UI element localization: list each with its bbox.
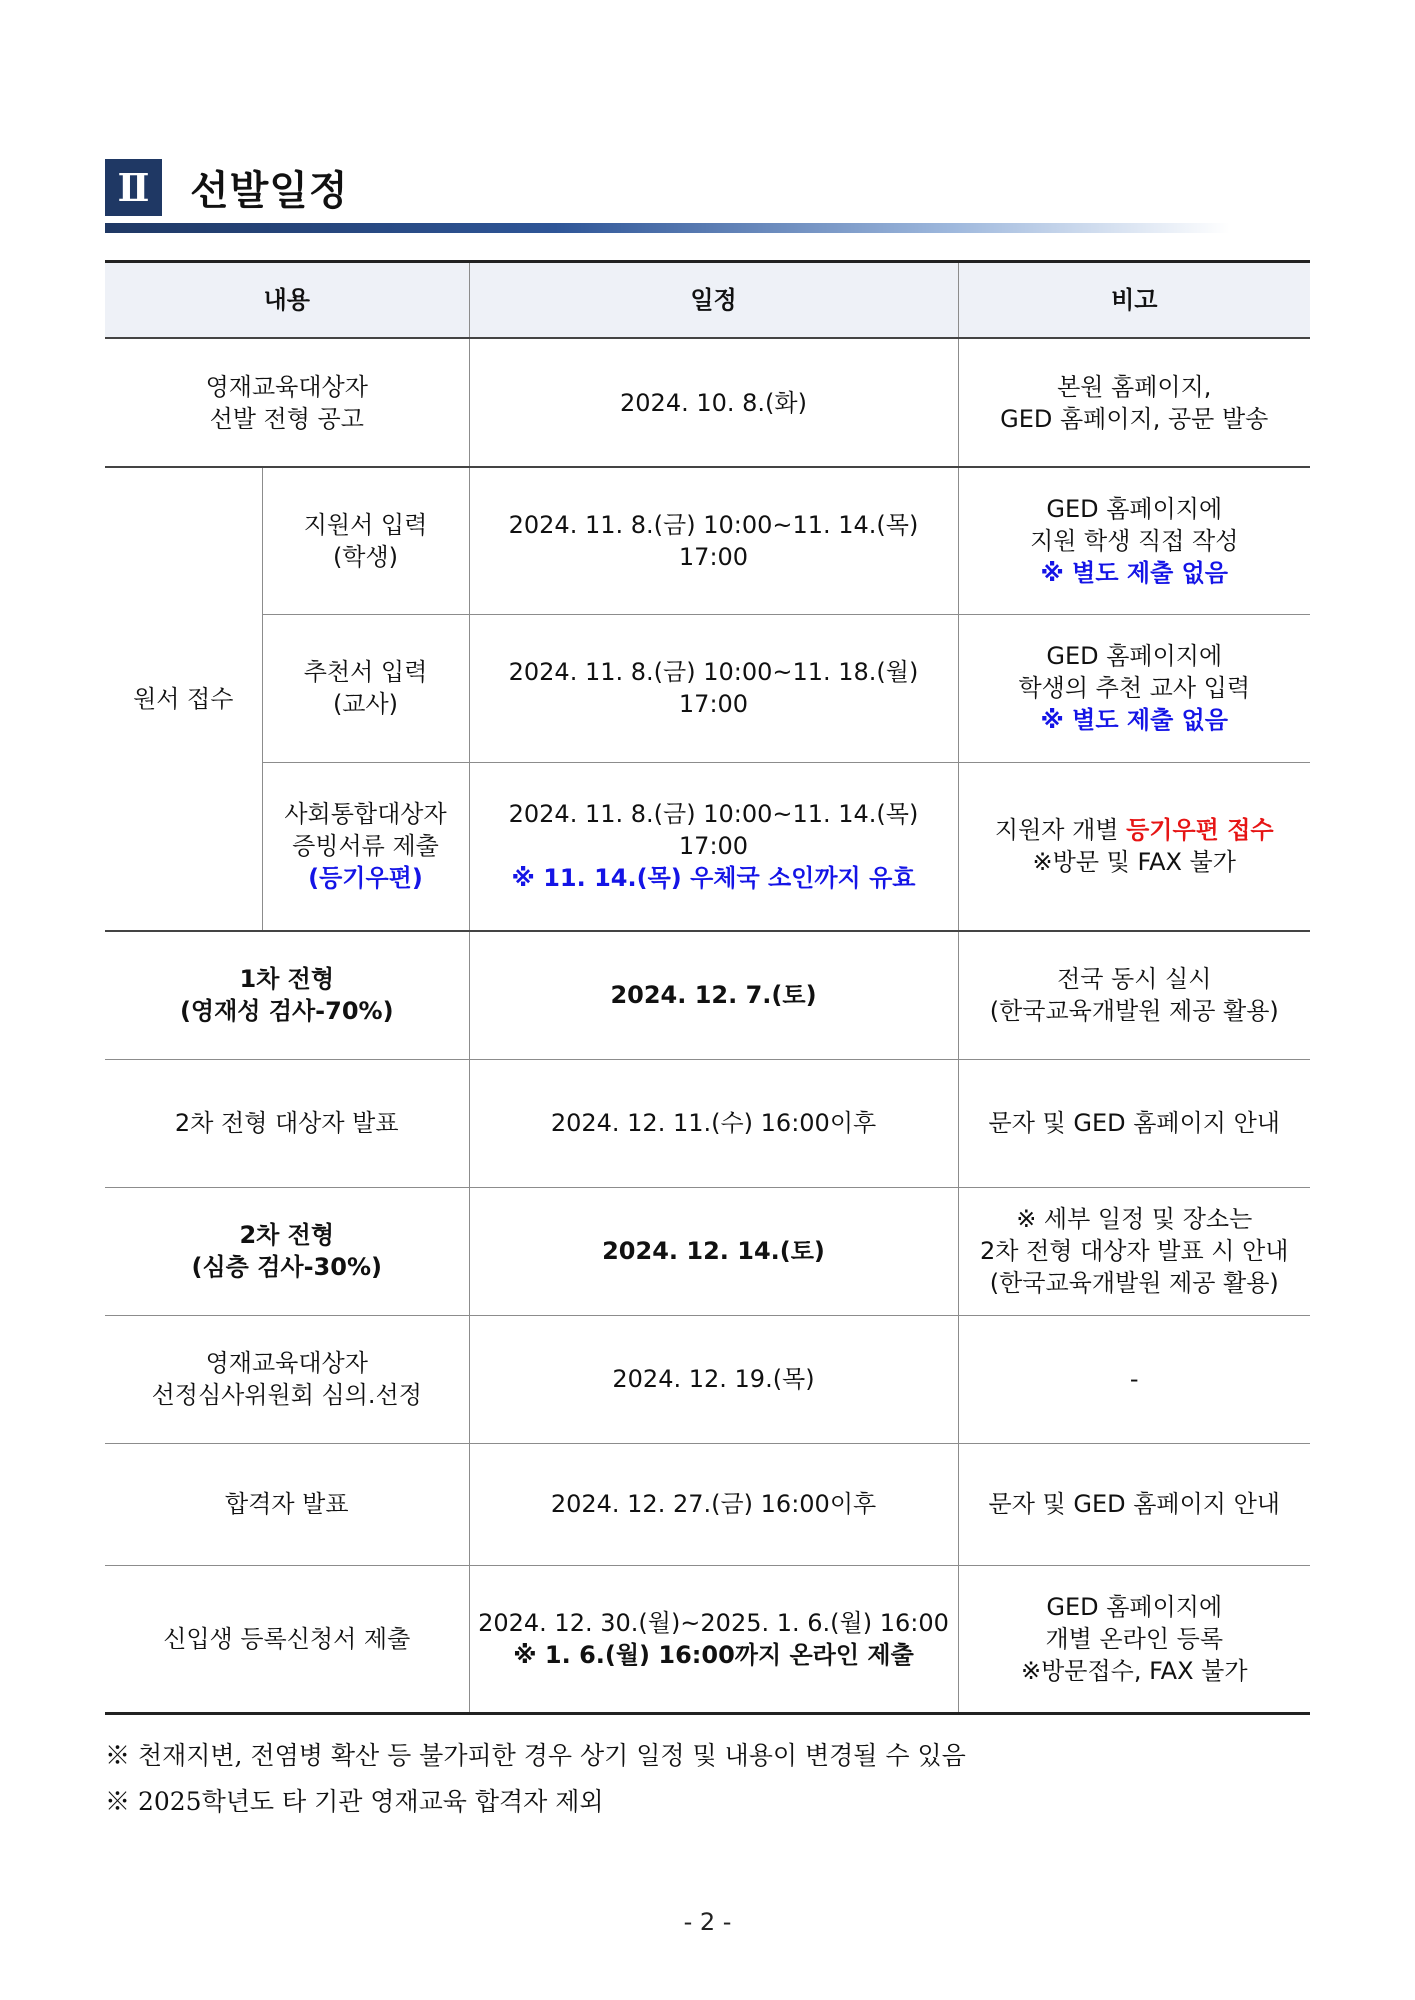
- content-line: 1차 전형: [239, 965, 335, 994]
- row-remarks: [958, 1187, 1310, 1315]
- schedule-line: 2024. 12. 30.(월)~2025. 1. 6.(월) 16:00: [478, 1608, 949, 1637]
- content-line: (심층 검사-30%): [191, 1253, 382, 1281]
- row-remarks: [958, 762, 1310, 931]
- row-schedule: 2024. 10. 8.(화): [469, 338, 958, 467]
- remarks-text: 지원자 개별: [994, 816, 1127, 845]
- row-schedule: 2024. 12. 7.(토): [469, 931, 958, 1059]
- content-line: 선정심사위원회 심의.선정: [151, 1381, 422, 1409]
- row-schedule: [469, 762, 958, 931]
- row-schedule: 2024. 11. 8.(금) 10:00~11. 14.(목) 17:00: [469, 467, 958, 614]
- row-remarks: [958, 1565, 1310, 1713]
- row-remarks: [958, 467, 1310, 614]
- section-title: 선발일정: [190, 167, 349, 214]
- content-line: (영재성 검사-70%): [179, 997, 394, 1026]
- header-schedule: 일정: [469, 262, 958, 339]
- row-schedule: 2024. 12. 14.(토): [469, 1187, 958, 1315]
- table-row: [105, 1565, 1310, 1713]
- row-content: [105, 338, 469, 467]
- row-schedule: 2024. 12. 11.(수) 16:00이후: [469, 1059, 958, 1187]
- remarks-emphasis: ※ 별도 제출 없음: [1040, 706, 1228, 734]
- heading-gradient-rule: [105, 223, 1230, 233]
- row-remarks: [958, 338, 1310, 467]
- row-schedule: [469, 1565, 958, 1713]
- content-line: (교사): [332, 690, 399, 718]
- remarks-line: 본원 홈페이지,: [1057, 372, 1212, 401]
- remarks-line: 지원 학생 직접 작성: [1030, 526, 1239, 555]
- content-line: 영재교육대상자: [205, 1349, 368, 1377]
- schedule-line: 2024. 11. 8.(금) 10:00~11. 14.(목) 17:00: [508, 800, 919, 861]
- row-remarks: 문자 및 GED 홈페이지 안내: [958, 1059, 1310, 1187]
- remarks-line: 전국 동시 실시: [1057, 965, 1212, 994]
- header-content: 내용: [105, 262, 469, 339]
- row-content: [105, 1315, 469, 1443]
- remarks-line: GED 홈페이지에: [1046, 1592, 1223, 1621]
- row-content: [262, 762, 469, 931]
- schedule-table: [105, 260, 1310, 1715]
- application-group-label: 원서 접수: [105, 467, 262, 931]
- content-line: (학생): [332, 542, 399, 571]
- table-row: [105, 762, 1310, 931]
- row-content: 신입생 등록신청서 제출: [105, 1565, 469, 1713]
- table-row: [105, 1187, 1310, 1315]
- page-number: - 2 -: [683, 1908, 732, 1936]
- remarks-line: ※ 세부 일정 및 장소는: [1016, 1205, 1253, 1233]
- section-heading: [105, 158, 349, 216]
- footnotes: [105, 1733, 966, 1825]
- content-line: 2차 전형: [239, 1221, 335, 1249]
- row-content: [105, 1187, 469, 1315]
- remarks-emphasis: ※ 별도 제출 없음: [1040, 558, 1228, 587]
- schedule-emphasis: ※ 1. 6.(월) 16:00까지 온라인 제출: [513, 1640, 914, 1669]
- row-remarks: [958, 614, 1310, 762]
- remarks-line: (한국교육개발원 제공 활용): [989, 997, 1279, 1026]
- remarks-line: ※방문접수, FAX 불가: [1020, 1656, 1248, 1685]
- row-remarks: -: [958, 1315, 1310, 1443]
- remarks-line: GED 홈페이지에: [1046, 494, 1223, 523]
- table-row: [105, 1059, 1310, 1187]
- section-number-badge: Ⅱ: [105, 159, 162, 216]
- row-remarks: 문자 및 GED 홈페이지 안내: [958, 1443, 1310, 1565]
- content-emphasis: (등기우편): [308, 864, 423, 893]
- row-content: 합격자 발표: [105, 1443, 469, 1565]
- remarks-line: (한국교육개발원 제공 활용): [989, 1269, 1279, 1297]
- remarks-line: 개별 온라인 등록: [1045, 1624, 1224, 1653]
- content-line: 지원서 입력: [303, 510, 428, 539]
- table-header-row: [105, 262, 1310, 339]
- header-remarks: 비고: [958, 262, 1310, 339]
- schedule-emphasis: ※ 11. 14.(목) 우체국 소인까지 유효: [511, 864, 916, 893]
- row-content: [262, 467, 469, 614]
- content-line: 증빙서류 제출: [292, 832, 439, 861]
- table-row: [105, 614, 1310, 762]
- row-content: 2차 전형 대상자 발표: [105, 1059, 469, 1187]
- table-row: [105, 1443, 1310, 1565]
- remarks-line: [963, 814, 1307, 846]
- remarks-line: 2차 전형 대상자 발표 시 안내: [980, 1237, 1289, 1265]
- remarks-line: GED 홈페이지에: [1046, 642, 1223, 670]
- remarks-line: GED 홈페이지, 공문 발송: [1000, 404, 1269, 433]
- row-content: [105, 931, 469, 1059]
- content-line: 영재교육대상자: [205, 372, 368, 401]
- row-remarks: [958, 931, 1310, 1059]
- row-schedule: 2024. 12. 27.(금) 16:00이후: [469, 1443, 958, 1565]
- content-line: 선발 전형 공고: [209, 404, 364, 433]
- table-row: [105, 1315, 1310, 1443]
- remarks-line: 학생의 추천 교사 입력: [1018, 674, 1251, 702]
- footnote: ※ 천재지변, 전염병 확산 등 불가피한 경우 상기 일정 및 내용이 변경될 수 있음: [105, 1741, 966, 1770]
- footnote: ※ 2025학년도 타 기관 영재교육 합격자 제외: [105, 1787, 604, 1816]
- remarks-emphasis: 등기우편 접수: [1126, 816, 1274, 845]
- content-line: 사회통합대상자: [284, 800, 447, 829]
- table-row: [105, 467, 1310, 614]
- row-content: [262, 614, 469, 762]
- remarks-line: ※방문 및 FAX 불가: [1032, 848, 1236, 877]
- table-row: [105, 338, 1310, 467]
- table-row: [105, 931, 1310, 1059]
- row-schedule: 2024. 12. 19.(목): [469, 1315, 958, 1443]
- content-line: 추천서 입력: [303, 658, 428, 686]
- row-schedule: 2024. 11. 8.(금) 10:00~11. 18.(월) 17:00: [469, 614, 958, 762]
